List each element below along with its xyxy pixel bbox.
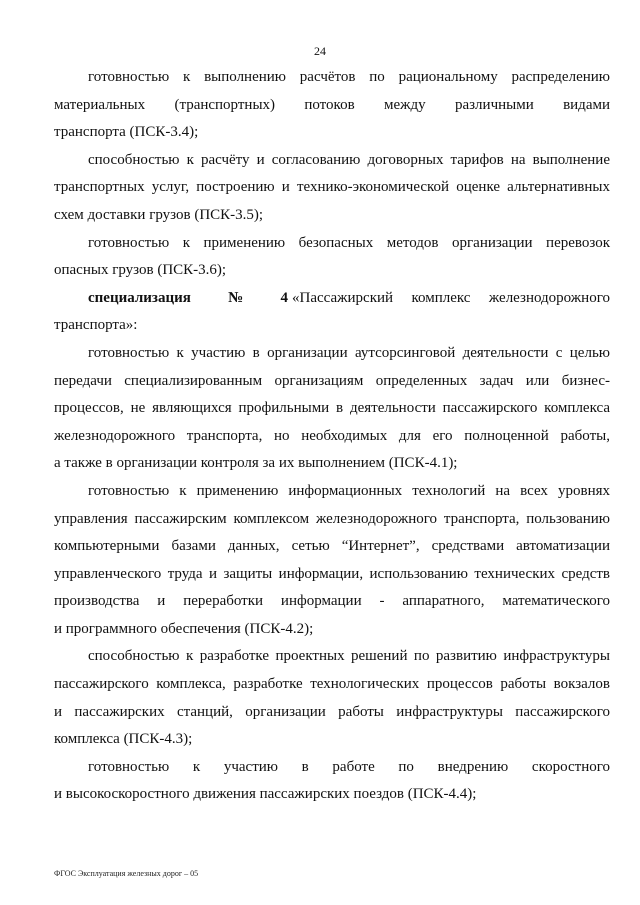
paragraph-psk-4-4 [54,754,610,809]
text-line: готовностью к участию в организации аутсорсинговой деятельности с целью [88,344,610,361]
heading-word: «Пассажирский [292,289,394,306]
paragraph-psk-3-4 [54,64,610,147]
footer-document-title: ФГОС Эксплуатация железных дорог – 05 [54,869,199,878]
text-line: и высокоскоростного движения пассажирских поездов (ПСК-4.4); [54,786,477,803]
text-line: железнодорожного транспорта, но необходимых для его полноценной работы, [54,427,610,444]
text-line: управления пассажирским комплексом железнодорожного транспорта, пользованию [54,510,610,527]
text-line: пассажирского комплекса, разработке технологических процессов работы вокзалов [54,676,610,693]
text-line: процессов, не являющихся профильными в деятельности пассажирского комплекса [54,400,610,417]
specialization-heading-line [54,285,610,313]
text-line: готовностью к применению безопасных методов организации перевозок [88,234,610,251]
specialization-number-sign: № [228,289,244,306]
text-line: материальных (транспортных) потоков между различными видами [54,96,610,113]
text-line: транспортных услуг, построению и технико-экономической оценке альтернативных [54,179,610,196]
paragraph-specialization-4 [54,285,610,340]
heading-word: комплекс [411,289,471,306]
text-line: опасных грузов (ПСК-3.6); [54,262,227,279]
text-line: комплекса (ПСК-4.3); [54,731,193,748]
specialization-number: 4 [280,289,288,306]
heading-word: железнодорожного [488,289,610,306]
page-number: 24 [314,44,326,58]
specialization-label-group [88,285,288,313]
paragraph-psk-3-5 [54,147,610,230]
text-line: компьютерными базами данных, сетью “Интернет”, средствами автоматизации [54,538,610,555]
text-line: готовностью к участию в работе по внедрению скоростного [88,758,610,775]
paragraph-psk-4-2 [54,478,610,644]
text-line: управленческого труда и защиты информации, использованию технических средств [54,565,610,582]
text-line: готовностью к применению информационных технологий на всех уровнях [88,482,610,499]
document-body [54,64,610,809]
text-line: способностью к расчёту и согласованию договорных тарифов на выполнение [88,151,610,168]
text-line: а также в организации контроля за их выполнением (ПСК-4.1); [54,455,458,472]
paragraph-psk-3-6 [54,230,610,285]
paragraph-psk-4-3 [54,643,610,753]
text-line: транспорта»: [54,317,138,334]
text-line: способностью к разработке проектных решений по развитию инфраструктуры [88,648,610,665]
text-line: готовностью к выполнению расчётов по рациональному распределению [88,69,610,85]
text-line: схем доставки грузов (ПСК-3.5); [54,206,264,223]
specialization-label: специализация [88,289,191,306]
text-line: и пассажирских станций, организации работы инфраструктуры пассажирского [54,703,610,720]
text-line: транспорта (ПСК-3.4); [54,124,199,141]
specialization-title-start [292,285,610,313]
text-line: и программного обеспечения (ПСК-4.2); [54,620,314,637]
paragraph-psk-4-1 [54,340,610,478]
text-line: передачи специализированным организациям определенных задач или бизнес- [54,372,610,389]
text-line: производства и переработки информации - аппаратного, математического [54,593,610,610]
